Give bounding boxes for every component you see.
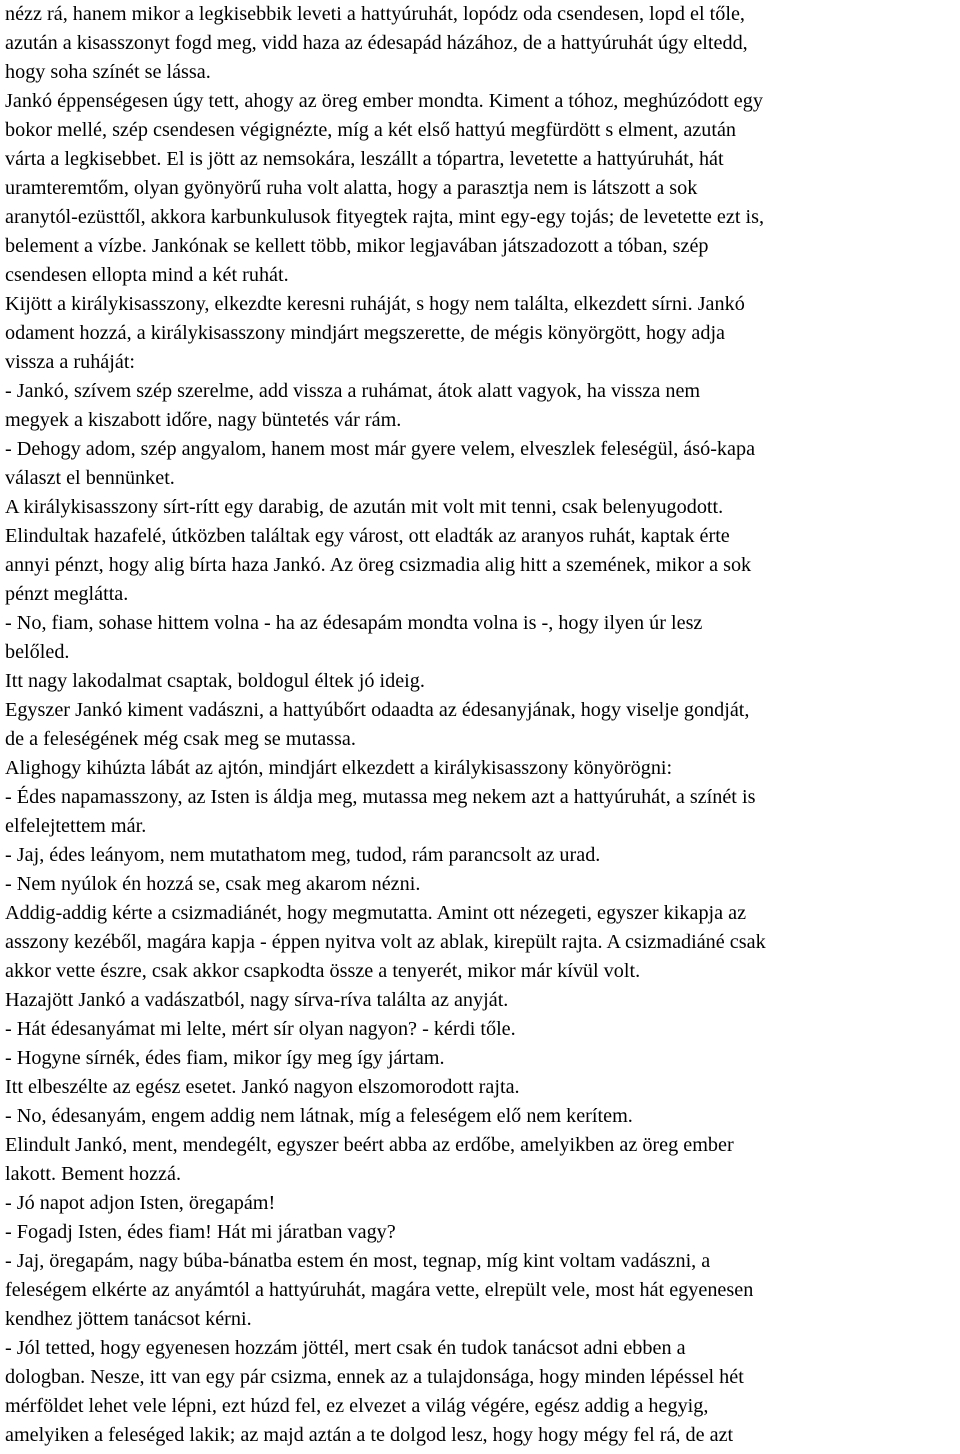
text-line: elfelejtettem már.	[5, 815, 147, 837]
text-line: lakott. Bement hozzá.	[5, 1163, 182, 1185]
text-line: - Nem nyúlok én hozzá se, csak meg akarom nézni.	[5, 873, 421, 895]
text-line: Egyszer Jankó kiment vadászni, a hattyúbőrt odaadta az édesanyjának, hogy viselje gondját,	[5, 699, 750, 721]
text-line: dologban. Nesze, itt van egy pár csizma, ennek az a tulajdonsága, hogy minden lépéssel hét	[5, 1366, 744, 1388]
text-line: választ el bennünket.	[5, 467, 175, 489]
text-line: akkor vette észre, csak akkor csapkodta össze a tenyerét, mikor már kívül volt.	[5, 960, 641, 982]
text-line: várta a legkisebbet. El is jött az nemsokára, leszállt a tópartra, levetette a hattyúruhát, hát	[5, 148, 724, 170]
text-line: - Fogadj Isten, édes fiam! Hát mi járatban vagy?	[5, 1221, 396, 1243]
text-line: - Hogyne sírnék, édes fiam, mikor így meg így jártam.	[5, 1047, 445, 1069]
text-line: pénzt meglátta.	[5, 583, 129, 605]
text-line: amelyiken a feleséged lakik; az majd aztán a te dolgod lesz, hogy hogy mégy fel rá, de azt	[5, 1424, 734, 1446]
document-text	[5, 0, 959, 1450]
text-line: - Dehogy adom, szép angyalom, hanem most már gyere velem, elveszlek feleségül, ásó-kapa	[5, 438, 756, 460]
text-line: megyek a kiszabott időre, nagy büntetés vár rám.	[5, 409, 402, 431]
text-line: csendesen ellopta mind a két ruhát.	[5, 264, 289, 286]
text-line: Itt nagy lakodalmat csaptak, boldogul éltek jó ideig.	[5, 670, 425, 692]
text-line: aranytól-ezüsttől, akkora karbunkulusok fityegtek rajta, mint egy-egy tojás; de levetette ezt is,	[5, 206, 765, 228]
text-line: Elindult Jankó, ment, mendegélt, egyszer beért abba az erdőbe, amelyikben az öreg ember	[5, 1134, 734, 1156]
text-line: Kijött a királykisasszony, elkezdte keresni ruháját, s hogy nem találta, elkezdett sírni. Jankó	[5, 293, 745, 315]
text-line: belement a vízbe. Jankónak se kellett több, mikor legjavában játszadozott a tóban, szép	[5, 235, 709, 257]
text-line: vissza a ruháját:	[5, 351, 136, 373]
text-line: nézz rá, hanem mikor a legkisebbik leveti a hattyúruhát, lopódz oda csendesen, lopd el tőle,	[5, 3, 745, 25]
text-line: - Jankó, szívem szép szerelme, add vissza a ruhámat, átok alatt vagyok, ha vissza nem	[5, 380, 701, 402]
text-line: feleségem elkérte az anyámtól a hattyúruhát, magára vette, elrepült vele, most hát egyenesen	[5, 1279, 754, 1301]
text-line: - No, fiam, sohase hittem volna - ha az édesapám mondta volna is -, hogy ilyen úr lesz	[5, 612, 703, 634]
text-line: Jankó éppenségesen úgy tett, ahogy az öreg ember mondta. Kiment a tóhoz, meghúzódott egy	[5, 90, 763, 112]
text-line: Alighogy kihúzta lábát az ajtón, mindjárt elkezdett a királykisasszony könyörögni:	[5, 757, 673, 779]
text-line: kendhez jöttem tanácsot kérni.	[5, 1308, 252, 1330]
text-line: - Jaj, édes leányom, nem mutathatom meg, tudod, rám parancsolt az urad.	[5, 844, 601, 866]
text-line: belőled.	[5, 641, 70, 663]
text-line: asszony kezéből, magára kapja - éppen nyitva volt az ablak, kirepült rajta. A csizmadiáné csak	[5, 931, 766, 953]
text-line: Addig-addig kérte a csizmadiánét, hogy megmutatta. Amint ott nézegeti, egyszer kikapja az	[5, 902, 747, 924]
text-line: bokor mellé, szép csendesen végignézte, míg a két első hattyú megfürdött s elment, azután	[5, 119, 736, 141]
text-line: A királykisasszony sírt-rítt egy darabig, de azután mit volt mit tenni, csak belenyugodott.	[5, 496, 724, 518]
text-line: Elindultak hazafelé, útközben találtak egy várost, ott eladták az aranyos ruhát, kaptak érte	[5, 525, 730, 547]
text-line: odament hozzá, a királykisasszony mindjárt megszerette, de mégis könyörgött, hogy adja	[5, 322, 726, 344]
text-line: azután a kisasszonyt fogd meg, vidd haza az édesapád házához, de a hattyúruhát úgy eltedd,	[5, 32, 748, 54]
text-line: Hazajött Jankó a vadászatból, nagy sírva-ríva találta az anyját.	[5, 989, 509, 1011]
text-line: annyi pénzt, hogy alig bírta haza Jankó. Az öreg csizmadia alig hitt a szemének, mikor a sok	[5, 554, 752, 576]
text-line: hogy soha színét se lássa.	[5, 61, 211, 83]
text-line: - No, édesanyám, engem addig nem látnak, míg a feleségem elő nem kerítem.	[5, 1105, 633, 1127]
text-line: - Hát édesanyámat mi lelte, mért sír olyan nagyon? - kérdi tőle.	[5, 1018, 516, 1040]
text-line: de a feleségének még csak meg se mutassa.	[5, 728, 356, 750]
text-line: Itt elbeszélte az egész esetet. Jankó nagyon elszomorodott rajta.	[5, 1076, 520, 1098]
text-line: - Jól tetted, hogy egyenesen hozzám jöttél, mert csak én tudok tanácsot adni ebben a	[5, 1337, 686, 1359]
text-line: - Jó napot adjon Isten, öregapám!	[5, 1192, 276, 1214]
text-line: mérföldet lehet vele lépni, ezt húzd fel, ez elvezet a világ végére, egész addig a hegyig,	[5, 1395, 709, 1417]
document-page	[5, 0, 959, 1454]
text-line: - Jaj, öregapám, nagy búba-bánatba estem én most, tegnap, míg kint voltam vadászni, a	[5, 1250, 711, 1272]
text-line: - Édes napamasszony, az Isten is áldja meg, mutassa meg nekem azt a hattyúruhát, a színét is	[5, 786, 756, 808]
text-line: uramteremtőm, olyan gyönyörű ruha volt alatta, hogy a parasztja nem is látszott a sok	[5, 177, 698, 199]
